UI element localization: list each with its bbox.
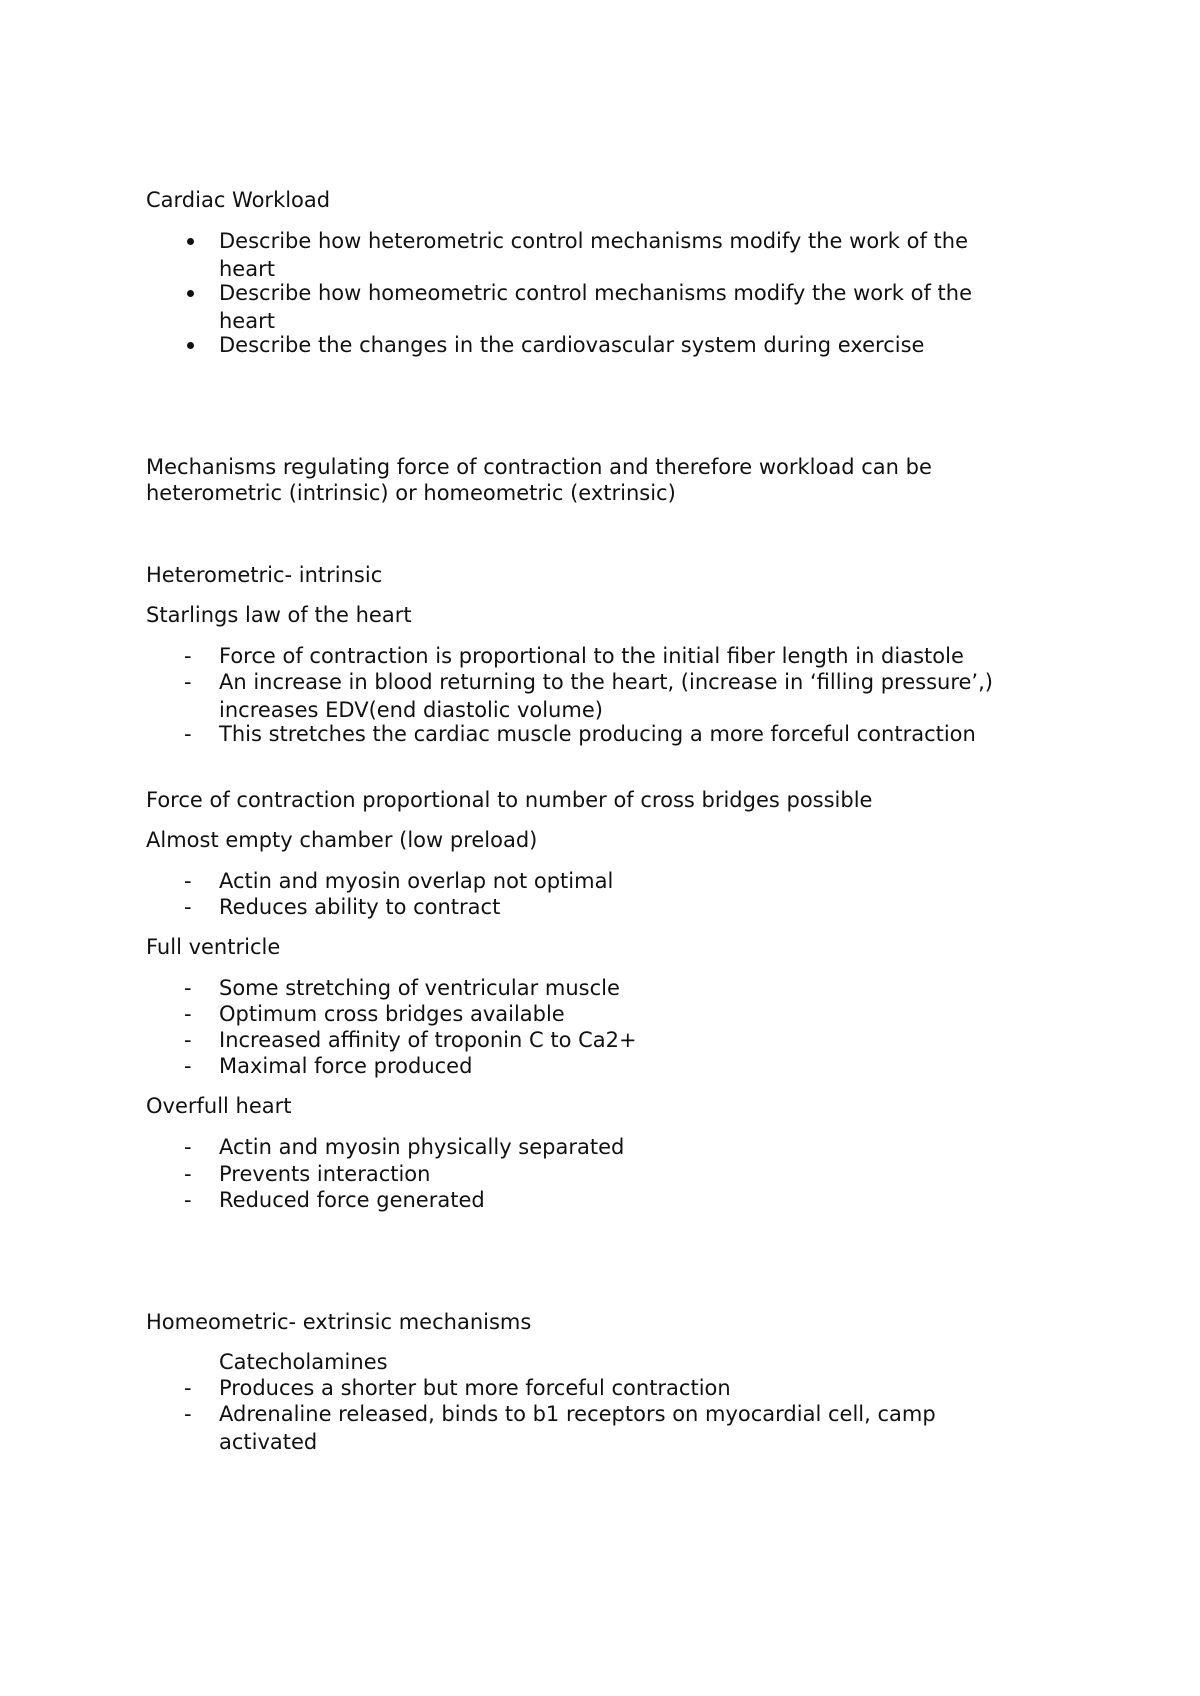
cross-bridges-text: Force of contraction proportional to number of cross bridges possible — [146, 788, 873, 812]
intro-line: Mechanisms regulating force of contraction and therefore workload can be — [146, 455, 932, 479]
heterometric-heading: Heterometric- intrinsic — [146, 563, 383, 587]
starling-point — [146, 720, 1146, 748]
document-title: Cardiac Workload — [146, 188, 331, 212]
dash-marker: - — [184, 1376, 192, 1400]
homeometric-point — [146, 1374, 1146, 1402]
overfull-point — [146, 1133, 1146, 1161]
dash-marker: - — [184, 670, 192, 694]
overfull-heading: Overfull heart — [146, 1094, 292, 1118]
point-text: Maximal force produced — [219, 1054, 473, 1078]
point-text: Force of contraction is proportional to the initial fiber length in diastole — [219, 644, 964, 668]
objective-text: Describe how heterometric control mechanisms modify the work of the heart — [219, 229, 969, 281]
empty-chamber-point — [146, 893, 1146, 921]
objective-item — [146, 279, 1146, 335]
full-ventricle-point — [146, 1000, 1146, 1028]
dash-marker: - — [184, 1028, 192, 1052]
full-ventricle-heading: Full ventricle — [146, 935, 281, 959]
dash-marker: - — [184, 1402, 192, 1426]
dash-marker: - — [184, 895, 192, 919]
point-text: Reduced force generated — [219, 1188, 485, 1212]
dash-marker: - — [184, 1135, 192, 1159]
point-text: Increased affinity of troponin C to Ca2+ — [219, 1028, 637, 1052]
dash-marker: - — [184, 976, 192, 1000]
objective-text: Describe the changes in the cardiovascular system during exercise — [219, 333, 925, 357]
empty-chamber-heading: Almost empty chamber (low preload) — [146, 828, 538, 852]
dash-marker: - — [184, 1188, 192, 1212]
overfull-point — [146, 1160, 1146, 1188]
point-text: Produces a shorter but more forceful contraction — [219, 1376, 731, 1400]
full-ventricle-point — [146, 1052, 1146, 1080]
point-text: Actin and myosin physically separated — [219, 1135, 625, 1159]
objective-item — [146, 227, 1146, 283]
objective-text: Describe how homeometric control mechanisms modify the work of the heart — [219, 281, 972, 333]
bullet-icon — [187, 238, 194, 245]
catecholamines-heading: Catecholamines — [219, 1350, 388, 1374]
bullet-icon — [187, 290, 194, 297]
objective-item — [146, 331, 1146, 359]
homeometric-point — [146, 1400, 1146, 1456]
starling-point — [146, 668, 1146, 724]
point-text: Adrenaline released, binds to b1 receptors on myocardial cell, camp activated — [219, 1402, 936, 1454]
full-ventricle-point — [146, 974, 1146, 1002]
point-text: Actin and myosin overlap not optimal — [219, 869, 614, 893]
starling-point — [146, 642, 1146, 670]
dash-marker: - — [184, 869, 192, 893]
intro-line: heterometric (intrinsic) or homeometric (extrinsic) — [146, 481, 676, 505]
dash-marker: - — [184, 722, 192, 746]
dash-marker: - — [184, 644, 192, 668]
dash-marker: - — [184, 1054, 192, 1078]
bullet-icon — [187, 342, 194, 349]
homeometric-heading: Homeometric- extrinsic mechanisms — [146, 1310, 532, 1334]
point-text: Optimum cross bridges available — [219, 1002, 565, 1026]
dash-marker: - — [184, 1002, 192, 1026]
point-text: Prevents interaction — [219, 1162, 431, 1186]
overfull-point — [146, 1186, 1146, 1214]
dash-marker: - — [184, 1162, 192, 1186]
full-ventricle-point — [146, 1026, 1146, 1054]
point-text: This stretches the cardiac muscle producing a more forceful contraction — [219, 722, 976, 746]
point-text: Reduces ability to contract — [219, 895, 501, 919]
point-text: Some stretching of ventricular muscle — [219, 976, 620, 1000]
empty-chamber-point — [146, 867, 1146, 895]
point-text: An increase in blood returning to the heart, (increase in ‘filling pressure’,) increases EDV(end diastolic volume) — [219, 670, 993, 722]
starling-heading: Starlings law of the heart — [146, 603, 412, 627]
